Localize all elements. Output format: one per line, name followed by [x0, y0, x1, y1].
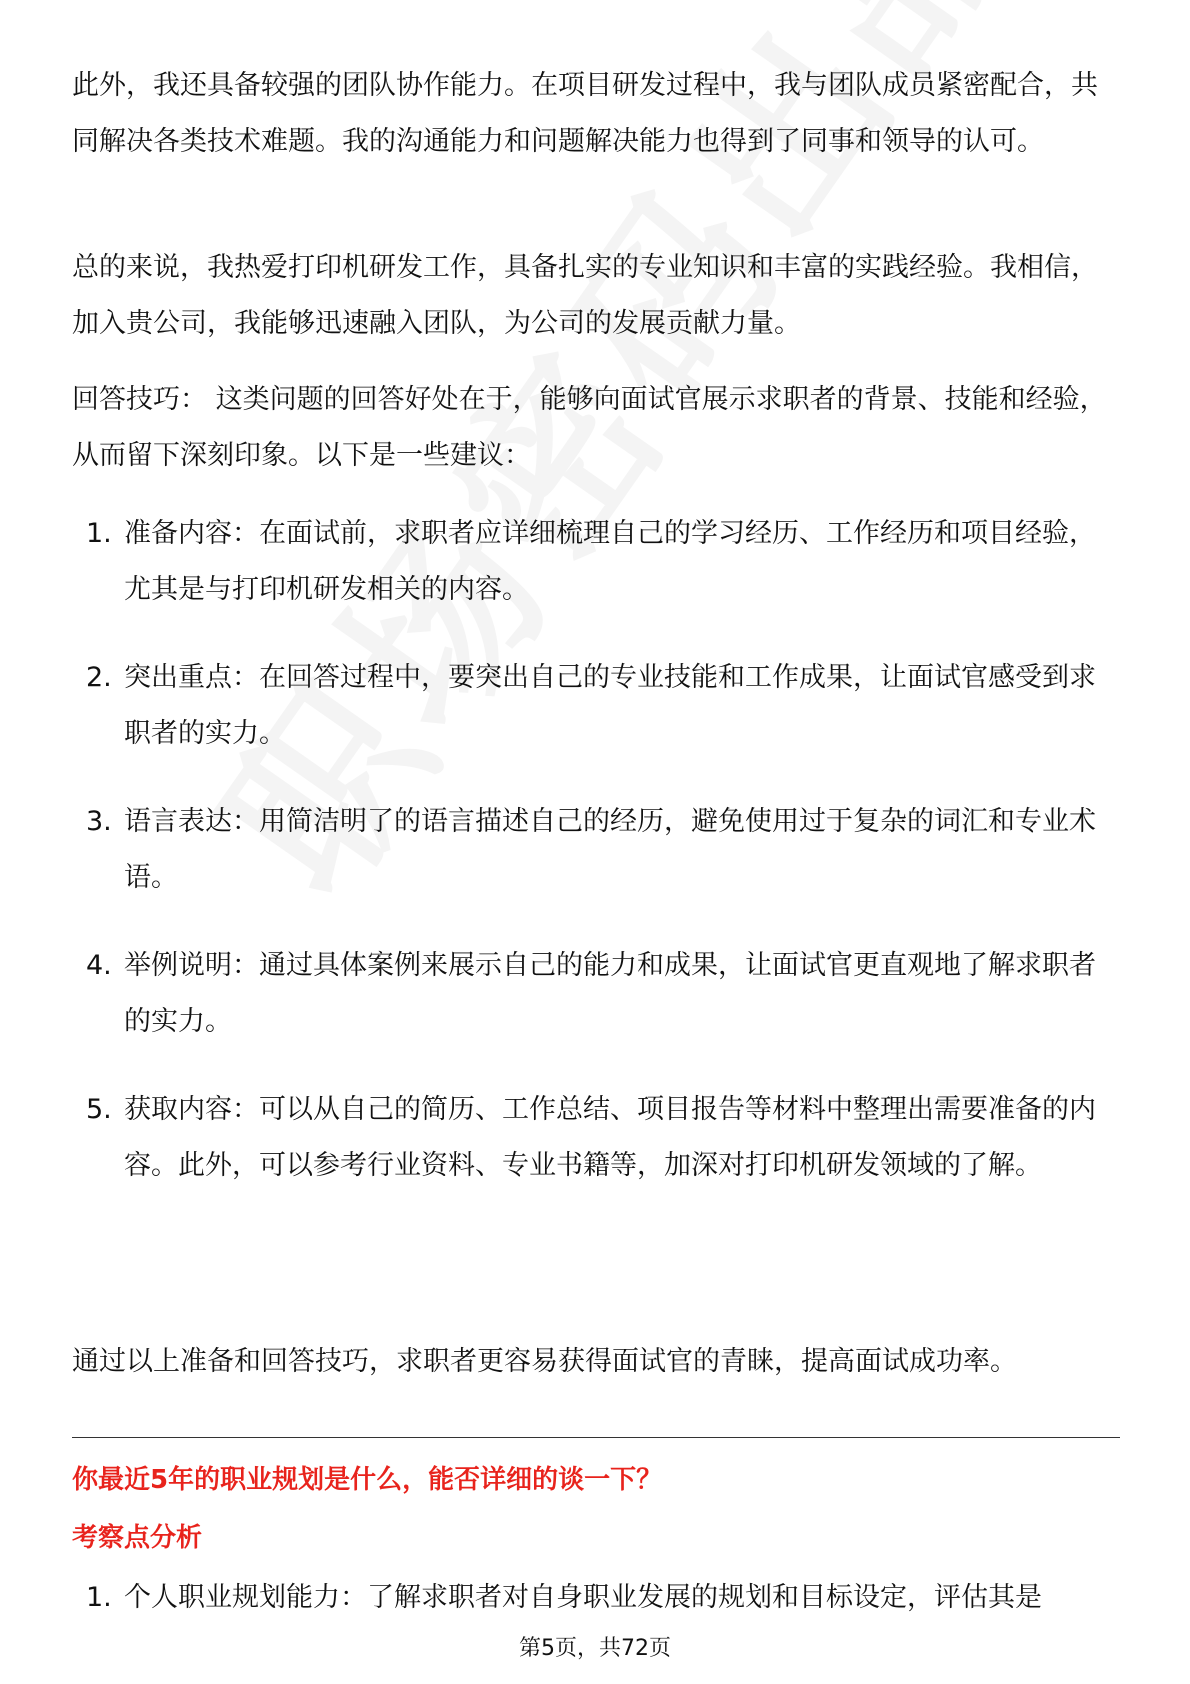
paragraph-summary: 总的来说，我热爱打印机研发工作，具备扎实的专业知识和丰富的实践经验。我相信，加入贵公司，我能够迅速融入团队，为公司的发展贡献力量。 [72, 252, 1098, 339]
list-item-text: 突出重点：在回答过程中，要突出自己的专业技能和工作成果，让面试官感受到求职者的实力。 [124, 662, 1096, 749]
list-item-text: 语言表达：用简洁明了的语言描述自己的经历，避免使用过于复杂的词汇和专业术语。 [124, 806, 1096, 893]
list-item [72, 794, 1122, 906]
page-footer: 第5页，共72页 [519, 1636, 671, 1661]
section-divider [72, 1437, 1120, 1438]
list-item [72, 650, 1122, 762]
list-number: 1. [86, 518, 112, 549]
list-item [72, 506, 1122, 618]
analysis-heading: 考察点分析 [72, 1523, 203, 1553]
list-number: 2. [86, 662, 112, 693]
list-item-text: 准备内容：在面试前，求职者应详细梳理自己的学习经历、工作经历和项目经验，尤其是与打印机研发相关的内容。 [124, 518, 1096, 605]
list-number: 3. [86, 806, 112, 837]
list-item [72, 1570, 1122, 1626]
tips-list [72, 506, 1122, 1226]
list-item-text: 获取内容：可以从自己的简历、工作总结、项目报告等材料中整理出需要准备的内容。此外，可以参考行业资料、专业书籍等，加深对打印机研发领域的了解。 [124, 1094, 1096, 1181]
paragraph-teamwork: 此外，我还具备较强的团队协作能力。在项目研发过程中，我与团队成员紧密配合，共同解决各类技术难题。我的沟通能力和问题解决能力也得到了同事和领导的认可。 [72, 70, 1098, 157]
list-item [72, 1082, 1122, 1194]
list-item [72, 938, 1122, 1050]
list-number: 4. [86, 950, 112, 981]
list-item-text: 个人职业规划能力：了解求职者对自身职业发展的规划和目标设定，评估其是 [124, 1582, 1042, 1613]
list-item-text: 举例说明：通过具体案例来展示自己的能力和成果，让面试官更直观地了解求职者的实力。 [124, 950, 1096, 1037]
question-title: 你最近5年的职业规划是什么，能否详细的谈一下？ [72, 1465, 663, 1495]
list-number: 5. [86, 1094, 112, 1125]
paragraph-answer-tips: 回答技巧： 这类问题的回答好处在于，能够向面试官展示求职者的背景、技能和经验，从而留下深刻印象。以下是一些建议： [72, 384, 1107, 471]
paragraph-conclusion: 通过以上准备和回答技巧，求职者更容易获得面试官的青睐，提高面试成功率。 [72, 1346, 1017, 1377]
list-number: 1. [86, 1582, 112, 1613]
